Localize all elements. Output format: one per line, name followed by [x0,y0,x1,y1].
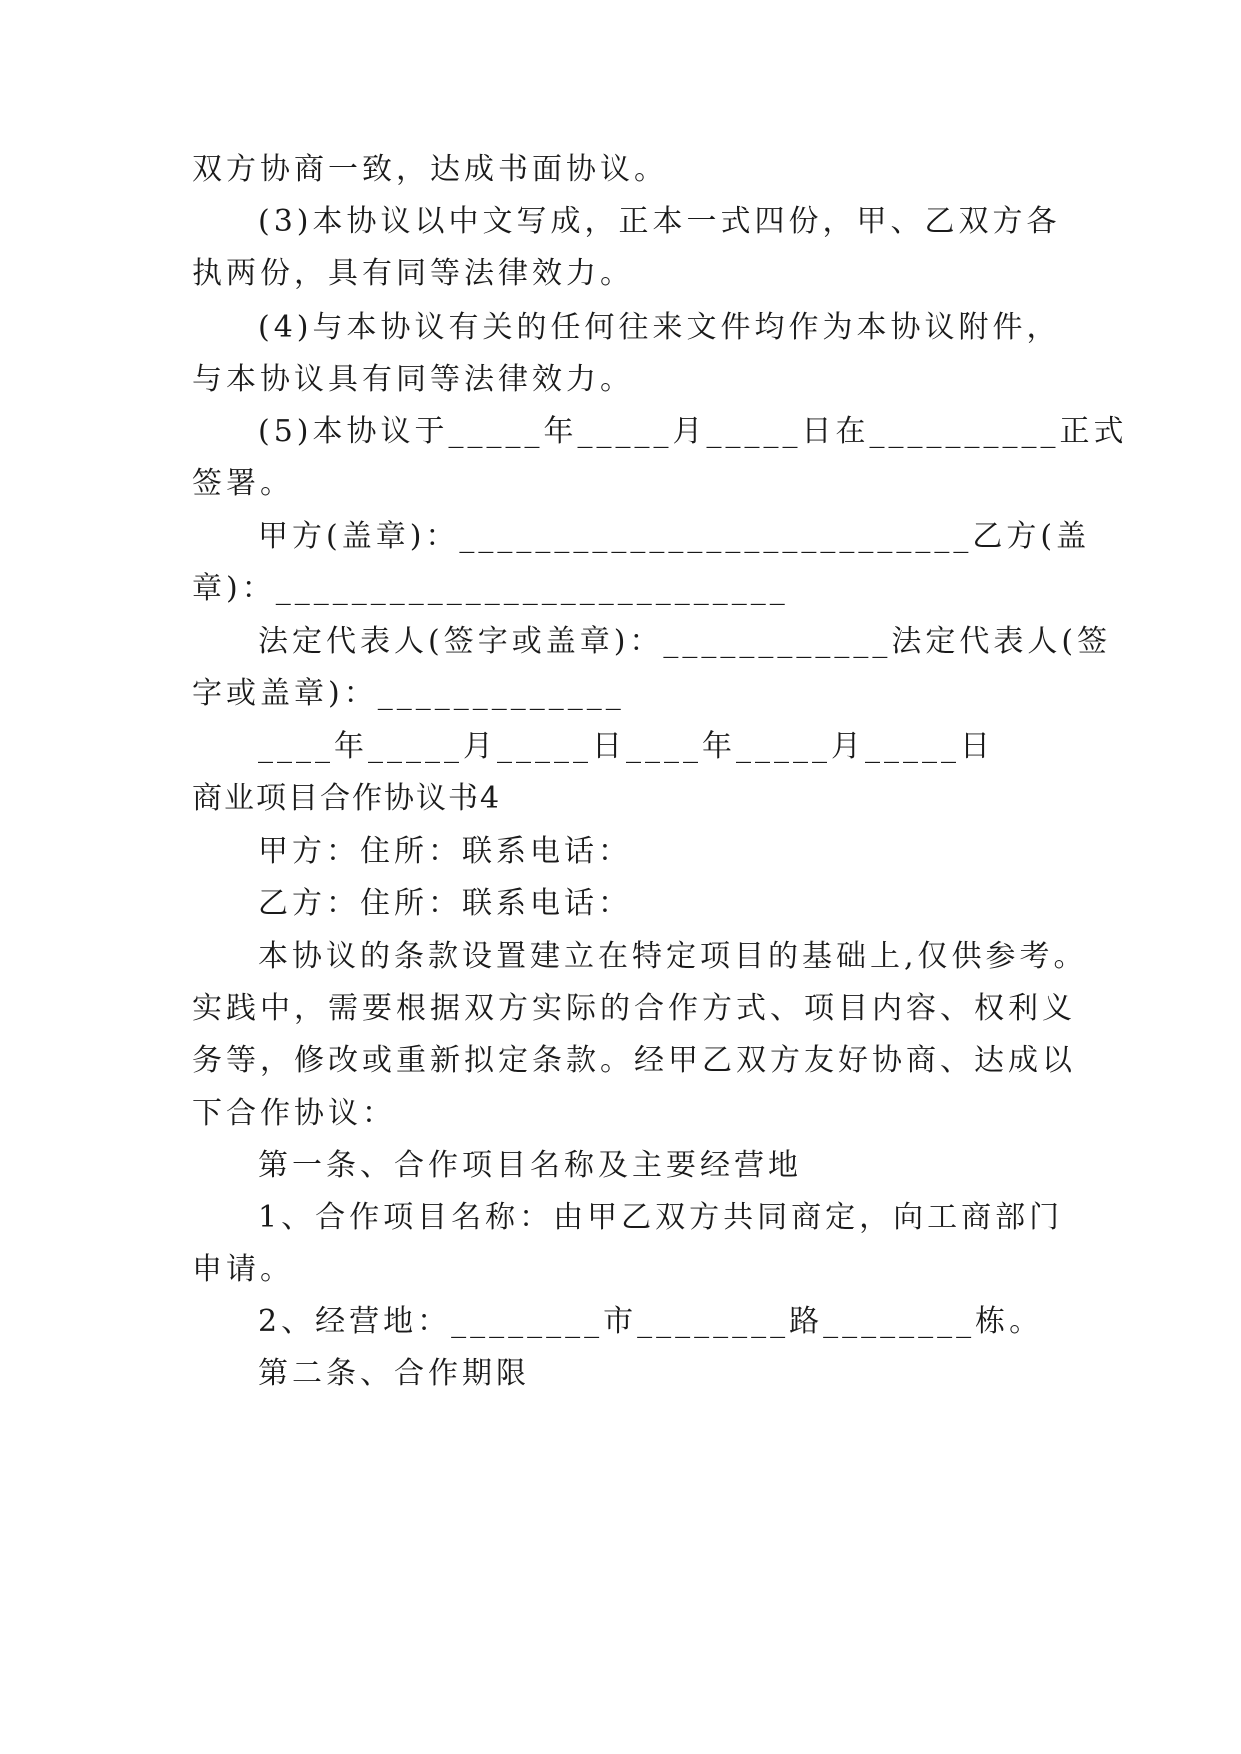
clause-5-line-2: 签署。 [192,466,294,501]
article-1-item-2: 2、经营地：________市________路________栋。 [258,1304,1044,1339]
article-1-item-1-line-2: 申请。 [192,1252,294,1287]
clause-4-line-1: (4)与本协议有关的任何往来文件均作为本协议附件， [258,310,1061,345]
legal-rep-line-1: 法定代表人(签字或盖章)：____________法定代表人(签 [258,624,1112,659]
clause-5-line-1: (5)本协议于_____年_____月_____日在__________正式 [258,414,1128,449]
intro-line-2: 实践中，需要根据双方实际的合作方式、项目内容、权利义 [192,991,1076,1026]
intro-line-3: 务等，修改或重新拟定条款。经甲乙双方友好协商、达成以 [192,1043,1076,1078]
party-a-info: 甲方：住所：联系电话： [258,834,632,869]
clause-3-line-2: 执两份，具有同等法律效力。 [192,256,634,291]
clause-3-line-1: (3)本协议以中文写成，正本一式四份，甲、乙双方各 [258,204,1061,239]
legal-rep-line-2: 字或盖章)：_____________ [192,676,625,711]
clause-4-line-2: 与本协议具有同等法律效力。 [192,362,634,397]
article-1-item-1-line-1: 1、合作项目名称：由甲乙双方共同商定，向工商部门 [258,1200,1064,1235]
party-b-info: 乙方：住所：联系电话： [258,886,632,921]
intro-line-4: 下合作协议： [192,1096,396,1131]
intro-line-1: 本协议的条款设置建立在特定项目的基础上,仅供参考。 [258,939,1088,974]
party-seal-line-1: 甲方(盖章)：___________________________乙方(盖 [258,519,1091,554]
section-title: 商业项目合作协议书4 [192,781,502,816]
paragraph-line: 双方协商一致，达成书面协议。 [192,152,668,187]
article-2-heading: 第二条、合作期限 [258,1356,530,1391]
party-seal-line-2: 章)：___________________________ [192,571,789,606]
article-1-heading: 第一条、合作项目名称及主要经营地 [258,1148,802,1183]
date-line: ____年_____月_____日____年_____月_____日 [258,729,994,764]
